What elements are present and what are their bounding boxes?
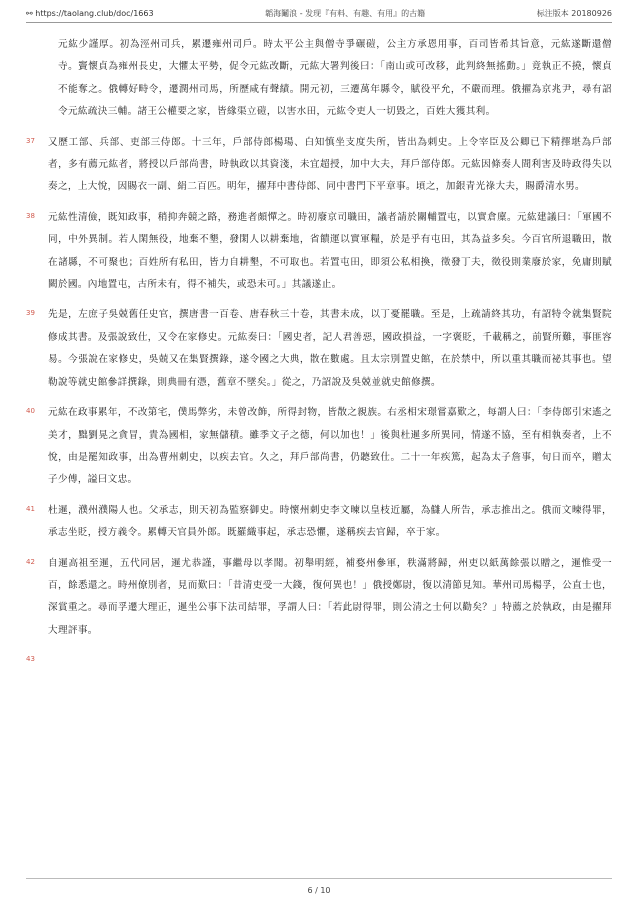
header-title: 韜海鬮浪 - 发现『有料、有趣、有用』的古籍 — [265, 8, 426, 18]
paragraph-text: 元紘少謹厚。初為涇州司兵，累遷雍州司戶。時太平公主與僧寺爭碾磑，公主方承恩用事，百司皆希其旨意，元紘遂斷還僧寺。竇懷貞為雍州長史，大懼太平勢，促令元紘改斷，元紘大署判後曰：「南山或可改移，此判終無搖動。」竟執正不撓，懷貞不能奪之。俄轉好畤令，遷潤州司馬，所歷咸有聲績。開元初，三遷萬年縣令，賦役平允，不嚴而理。俄擢為京兆尹，尋有詔令元紘疏決三輔。諸王公權要之家，皆緣渠立磑，以害水田，元紘令吏人一切毀之，百姓大獲其利。 — [58, 39, 612, 118]
paragraph — [26, 132, 612, 199]
paragraph-text: 元紘性清儉，既知政事，稍抑奔競之路，務進者頗憚之。時初廢京司職田，議者請於關輔置屯，以實倉廩。元紘建議曰：「軍國不同，中外異制。若人閑無役，地棄不墾，發閑人以耕棄地，省饋運以實軍糧，於是乎有屯田，其為益多矣。今百官所退職田，散在諸縣，不可聚也；百姓所有私田，皆力自耕墾，不可取也。若置屯田，即須公私相換，徵發丁夫，徵役則業廢於家，免庸則賦闕於國。內地置屯，古所未有，得不補失，或恐未可。」其議遂止。 — [48, 211, 612, 291]
paragraph — [26, 402, 612, 492]
footer-divider — [26, 878, 612, 879]
paragraph-number — [26, 34, 48, 39]
paragraph-number: 41 — [26, 504, 35, 513]
paragraph — [26, 553, 612, 643]
paragraph-number: 42 — [26, 557, 35, 566]
paragraph — [26, 207, 612, 297]
paragraph-number: 39 — [26, 309, 35, 318]
header-divider — [26, 22, 612, 23]
paragraph-text: 先是，左庶子吳兢舊任史官，撰唐書一百卷、唐春秋三十卷，其書未成，以丁憂罷職。至是，上疏請終其功，有詔特令就集賢院修成其書。及張說致仕，又令在家修史。元紘奏曰：「國史者，記人君善惡，國政損益，一字褒貶，千載稱之，前賢所難，事匪容易。今張說在家修史，吳兢又在集賢撰錄，遂令國之大典，散在數處。且太宗別置史館，在於禁中，所以重其職而祕其事也。望勒說等就史館參詳撰錄，則典冊有憑，舊章不墜矣。」從之，乃詔說及吳兢並就史館修撰。 — [48, 309, 612, 388]
paragraph-number: 43 — [26, 655, 35, 664]
source-url-link[interactable]: ⚯ https://taolang.club/doc/1663 — [26, 8, 154, 18]
page-header — [26, 6, 612, 20]
paragraph-text: 杜暹，濮州濮陽人也。父承志，則天初為監察御史。時懷州刺史李文暕以皇枝近屬，為讎人所告，承志推出之。俄而文暕得罪，承志坐貶，授方義令。累轉天官員外郎。既羅織事起，承志恐懼，遂稱疾去官歸，卒于家。 — [48, 504, 612, 539]
version-label: 标注版本 20180926 — [536, 8, 612, 18]
paragraph — [26, 34, 612, 124]
paragraph-number: 37 — [26, 136, 35, 145]
paragraph — [26, 500, 612, 545]
paragraph-number: 38 — [26, 211, 35, 220]
paragraph — [26, 650, 612, 663]
paragraph-text: 又歷工部、兵部、吏部三侍郎。十三年，戶部侍郎楊瑒、白知慎坐支度失所，皆出為刺史。上令宰臣及公卿已下精擇堪為戶部者，多有薦元紘者，將授以戶部尚書，時執政以其資淺，未宜超授，加中大夫，拜戶部侍郎。元紘因條奏人間利害及時政得失以奏之，上大悅，因賜衣一副、絹二百匹。明年，擢拜中書侍郎、同中書門下平章事。頃之，加銀青光祿大夫，賜爵清水男。 — [48, 136, 612, 193]
page-number: 6 / 10 — [307, 886, 331, 895]
paragraph-text: 自暹高祖至暹，五代同居，暹尤恭謹，事繼母以孝聞。初舉明經，補婺州參軍，秩滿將歸，州吏以紙萬餘張以贈之，暹惟受一百，餘悉還之。時州僚別者，見而歎曰：「昔清吏受一大錢，復何異也！」俄授鄭尉，復以清節見知。華州司馬楊孚，公直士也，深賞重之。尋而孚遷大理正，暹坐公事下法司結罪，孚謂人曰：「若此尉得罪，則公清之士何以勸矣？」特薦之於執政，由是擢拜大理評事。 — [48, 557, 612, 636]
paragraph — [26, 304, 612, 394]
document-body — [26, 34, 612, 671]
paragraph-text: 元紘在政事累年，不改第宅，僕馬弊劣，未曾改飾，所得封物，皆散之親族。右丞相宋璟嘗嘉歎之，每謂人曰：「李侍郎引宋遙之美才，黜劉晃之貪冒，貴為國相，家無儲積。雖季文子之德，何以加也！」後與杜暹多所異同，情遂不協，至有相執奏者，上不悅，由是罷知政事，出為曹州刺史，以疾去官。久之，拜戶部尚書，仍聽致仕。二十一年疾篤，起為太子詹事，旬日而卒，贈太子少傅，謚曰文忠。 — [48, 407, 612, 486]
paragraph-number: 40 — [26, 407, 35, 416]
